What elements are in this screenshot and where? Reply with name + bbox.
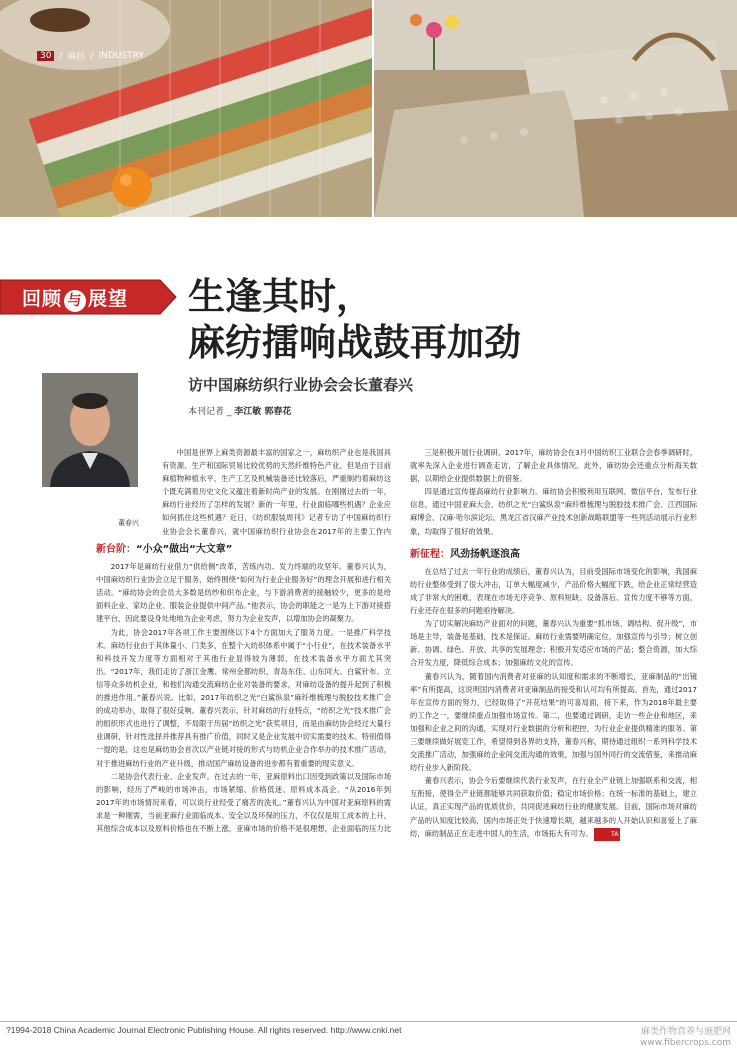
header-divider-2: / bbox=[90, 50, 94, 61]
section2-tag: 新征程： bbox=[410, 548, 450, 560]
right-column bbox=[410, 446, 697, 854]
header-divider: / bbox=[59, 50, 63, 61]
section1-title: “小众”做出“大文章” bbox=[136, 544, 233, 555]
s2-paragraph-4-text: 董春兴表示，协会今后要继续代表行业发声，在行业全产业链上加强联系和交流，相互衔接，使得全产业链都能够共同获取价值；稳定市场价格；在统一标准的基础上，建立认证，真正实现产品的优质优价，共同促进麻纺行业的健康发展。目前，国际市场对麻纺产品的认知度比较高，国内市场正处于快速增长期，越来越多的人开始认识和喜爱上了麻纺，麻纺制品正在走进中国人的生活，市场拓大有可为。 bbox=[410, 776, 697, 838]
s1-paragraph-4: 三是积极开展行业调研。2017年，麻纺协会在3月中国纺织工业联合会春季调研时，就率先深入企业进行调查走访，了解企业具体情况。此外，麻纺协会还重点分析海关数据，以期给企业提供数据上的借鉴。 bbox=[410, 448, 697, 484]
byline-authors: 李江敏 郭春花 bbox=[234, 407, 292, 417]
watermark bbox=[640, 1027, 731, 1049]
hero-photo-linen-cloths bbox=[0, 0, 372, 217]
s1-paragraph-1: 2017年是麻纺行业借力“供给侧”改革，苦练内功、发力终端的攻坚年。董春兴认为，中国麻纺织行业协会立足于服务，始终围绕“如何为行业企业服务好”的理念开展和进行相关活动。“麻纺协会的会员大多数是纺纱和织布企业，与下游消费者的接触较少，更多的是给面料企业、家纺企业、服装企业提供中间产品。”他表示，协会的职能之一是为上下游对接搭建平台，因此要设身处地地为企业考虑，努力为企业发声，以增加协会的凝聚力。 bbox=[96, 562, 391, 624]
s2-paragraph-4 bbox=[410, 774, 697, 854]
left-column bbox=[96, 537, 391, 836]
badge-word-outlook: 展望 bbox=[88, 288, 129, 310]
byline: 本刊记者 _ 李江敏 郭春花 bbox=[188, 407, 292, 417]
article-title bbox=[188, 273, 521, 365]
watermark-line-1: 麻类作物营养与施肥网 bbox=[640, 1027, 731, 1037]
hero-photo-linen-bags bbox=[374, 0, 737, 217]
intro-paragraph: 中国是世界上麻类资源最丰富的国家之一，麻纺织产业也是我国具有资源、生产和国际贸易比较优势的天然纤维特色产业。但是由于目前麻植物种植水平、生产工艺及机械装备还比较落后，严重制约着麻纺这个既充满着历史文化又蕴注着新时尚产业的发展。在刚刚过去的一年，麻纺行业经历了怎样的发展？新的一年里，行业面临哪些机遇？企业应如何抓住这些机遇？近日，《纺织服装周刊》记者专访了中国麻纺织行业协会会长董春兴，就中国麻纺织行业协会在2017年的主要工作内 bbox=[162, 448, 391, 536]
copyright-footer: ?1994-2018 China Academic Journal Electronic Publishing House. All rights reserved. http://www.cnki.net bbox=[6, 1025, 402, 1035]
section1-heading bbox=[96, 543, 391, 556]
section-name-en: INDUSTRY bbox=[98, 50, 144, 61]
portrait-caption: 董春兴 bbox=[118, 519, 139, 527]
linen-cloths-illustration bbox=[0, 0, 372, 217]
intro-paragraph-top bbox=[162, 446, 391, 537]
title-line-1: 生逢其时， bbox=[188, 274, 373, 318]
s1-paragraph-2: 为此，协会2017年各项工作主要围绕以下4个方面加大了服务力度。一是推广科学技术。麻纺行业由于其体量小、门类多，在整个大纺织体系中属于“小行业”，在技术装备水平和科技开发力度等方面相对于其他行业显得较为薄弱，在技术装备水平方面尤其突出。“2017年，我们走访了浙江金鹰、常州金都纺织、青岛东佳、山东同大、白鲨针布、立信等众多纺机企业，和他们沟通交流麻纺企业对装备的要求，对麻纺设备的提升起到了积极的推进作用。”董春兴说。比如，2017年纺织之光“白鲨纵泉”麻纤维梳理与脱胶技术推广会的成功举办，取得了很好反响。董春兴表示，针对麻纺的行业特点，“纺织之光”技术推广会的组织形式也进行了调整，不局限于历届“纺织之光”获奖项目，而是由麻纺协会经过大量行业调研，针对性选择并推荐具有推广价值，同时又是企业发展中切实需要的技术。特别值得一提的是，这也是麻纺协会首次以产业链对接的形式与纺机企业合作举办的技术推广活动，对于推进麻纺行业的产业升级，推动国产麻纺设备的进步都有着重要的现实意义。 bbox=[96, 627, 391, 768]
section2-title: 风劲扬帆逐浪高 bbox=[450, 548, 520, 560]
badge-word-review: 回顾 bbox=[22, 288, 63, 310]
section-badge bbox=[0, 272, 178, 322]
section-name-cn: 麻纺 bbox=[67, 52, 86, 62]
section1-tag: 新台阶： bbox=[96, 544, 136, 555]
section2-heading bbox=[410, 548, 697, 561]
watermark-line-2: www.fibercrops.com bbox=[640, 1038, 731, 1048]
section-badge-label bbox=[22, 284, 128, 312]
byline-prefix: 本刊记者 bbox=[188, 407, 225, 417]
s1-paragraph-3: 二是协会代表行业、企业发声。在过去的一年，亚麻原料出口因受到政策以及国际市场的影响，经历了严峻的市场冲击，市场紧缩、价格低迷、原料成本高企。“从2016年到2017年的市场情况来看，可以说行业经受了痛苦的洗礼。”董春兴认为中国对亚麻原料的需求是一种刚需，当前亚麻行业面临成本、安全以及环保的压力，不仅仅是用工成本的上升，其他综合成本以及原料价格也在不断上涨，亚麻市场的价格不是很理想，企业面临的压力比 bbox=[96, 771, 391, 833]
s2-paragraph-1: 在总结了过去一年行业的成绩后，董春兴认为，目前受国际市场变化的影响，我国麻纺行业整体受到了很大冲击，订单大幅度减少，产品价格大幅度下跌，给企业正常经营造成了非常大的困难，表现在市场无序竞争、原料短缺、设备落后、宣传力度不够等方面，行业还存在很多的问题亟待解决。 bbox=[410, 566, 697, 616]
title-line-2: 麻纺擂响战鼓再加劲 bbox=[188, 320, 521, 364]
s2-paragraph-3: 董春兴认为，随着国内消费者对亚麻的认知度和需求的不断增长，亚麻制品的“出镜率”有所提高，这说明国内消费者对亚麻制品的接受和认可均有所提高。首先，通过2017年在宣传方面的努力，已经取得了“开花结果”的可喜局面，接下来，作为2018年最主要的工作之一，要继续重点加强市场宣传。第二，也要通过调研，走访一些企业和地区，来加强和企业之间的沟通，实现对行业数据的分析和把控，为行业企业提供精准的服务。第三要继续做好展览工作，希望得到各界的支持，董春兴称，期待通过组织一系列科学技术交流推广活动，加强麻纺企业间交流沟通的效果，加强与国外同行的交流借鉴，来推动麻纺行业步入新阶段。 bbox=[410, 671, 697, 773]
hero-photo bbox=[0, 0, 737, 217]
end-mark: TA bbox=[594, 828, 620, 841]
s1-paragraph-5: 四是通过宣传提高麻纺行业影响力。麻纺协会积极利用互联网、微信平台，发布行业信息，通过中国亚麻大会、纺织之光“白鲨纵泉”麻纤维梳理与脱胶技术推广会、江西国际麻博会、汉麻·哈尔滨论坛、黑龙江省汉麻产业技术创新战略联盟等一些列活动展示行业形象，均取得了很好的效果。 bbox=[410, 487, 697, 536]
footer-rule bbox=[0, 1021, 737, 1022]
portrait-photo bbox=[42, 373, 138, 487]
page-header bbox=[37, 49, 144, 62]
page-number: 30 bbox=[37, 51, 54, 61]
portrait-illustration bbox=[42, 373, 138, 487]
s2-paragraph-2: 为了切实解决麻纺产业面对的问题，董春兴认为重要“抓市场、调结构、促升级”，市场是主导，装备是基础，技术是保证。麻纺行业需要明确定位，加强宣传与引导；树立创新、协调、绿色、开放、共享的发展理念；积极开发适应市场的产品；整合资源，加大综合开发力度，降低综合成本；加强麻纺文化的宣传。 bbox=[410, 619, 697, 668]
article-subtitle: 访中国麻纺织行业协会会长董春兴 bbox=[188, 376, 414, 394]
linen-bags-illustration bbox=[374, 0, 737, 217]
badge-and-circle: 与 bbox=[64, 290, 86, 312]
